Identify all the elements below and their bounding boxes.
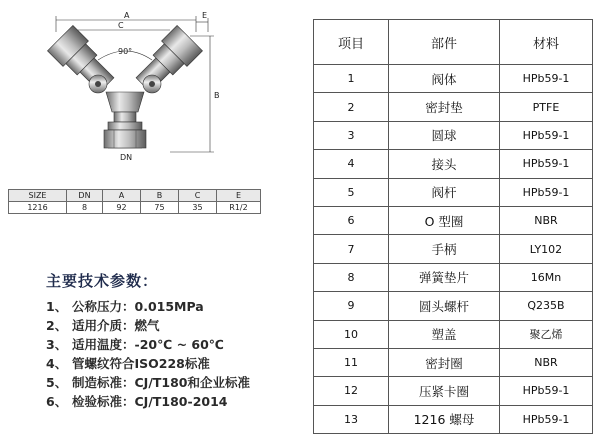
param-num: 3、 — [46, 337, 68, 352]
size-table — [8, 189, 261, 214]
size-table-cell: 75 — [141, 202, 179, 214]
part-number: 8 — [314, 263, 389, 291]
param-num: 5、 — [46, 375, 68, 390]
parts-table-row — [314, 263, 593, 291]
right-handle — [143, 75, 161, 93]
part-name: 手柄 — [389, 235, 500, 263]
part-number: 1 — [314, 65, 389, 93]
parts-table-row — [314, 235, 593, 263]
parts-table-header-row — [314, 20, 593, 65]
part-name: 弹簧垫片 — [389, 263, 500, 291]
parts-table-row — [314, 65, 593, 93]
part-material: NBR — [500, 348, 593, 376]
part-name: 1216 螺母 — [389, 405, 500, 433]
part-name: O 型圈 — [389, 206, 500, 234]
part-material: Q235B — [500, 292, 593, 320]
param-item — [46, 316, 286, 335]
parts-table-row — [314, 377, 593, 405]
size-table-header: C — [179, 190, 217, 202]
valve-drawing-svg — [10, 8, 260, 178]
parts-table-row — [314, 178, 593, 206]
dim-dn — [108, 148, 142, 162]
parts-table-row — [314, 292, 593, 320]
valve-body — [104, 92, 146, 148]
size-table-header: SIZE — [9, 190, 67, 202]
size-table-header: E — [217, 190, 261, 202]
part-material: HPb59-1 — [500, 150, 593, 178]
part-number: 2 — [314, 93, 389, 121]
param-item — [46, 392, 286, 411]
parts-table-row — [314, 150, 593, 178]
part-name: 阀体 — [389, 65, 500, 93]
param-text: 公称压力：0.015MPa — [72, 299, 204, 314]
param-text: 管螺纹符合ISO228标准 — [72, 356, 210, 371]
param-item — [46, 354, 286, 373]
dim-b-label: B — [214, 91, 220, 100]
size-table-header-row — [9, 190, 261, 202]
parts-table-row — [314, 405, 593, 433]
part-number: 6 — [314, 206, 389, 234]
size-table-header: A — [103, 190, 141, 202]
valve-drawing — [10, 8, 260, 178]
parts-header-name: 部件 — [389, 20, 500, 65]
param-num: 4、 — [46, 356, 68, 371]
part-name: 密封圈 — [389, 348, 500, 376]
part-name: 压紧卡圈 — [389, 377, 500, 405]
part-name: 接头 — [389, 150, 500, 178]
size-table-header: B — [141, 190, 179, 202]
param-text: 检验标准：CJ/T180-2014 — [72, 394, 228, 409]
part-name: 塑盖 — [389, 320, 500, 348]
size-table-cell: 92 — [103, 202, 141, 214]
param-item — [46, 297, 286, 316]
part-number: 9 — [314, 292, 389, 320]
param-item — [46, 373, 286, 392]
param-num: 1、 — [46, 299, 68, 314]
dim-a-label: A — [124, 11, 130, 20]
part-material: NBR — [500, 206, 593, 234]
part-number: 10 — [314, 320, 389, 348]
part-material: 聚乙烯 — [500, 320, 593, 348]
part-material: LY102 — [500, 235, 593, 263]
param-text: 适用介质：燃气 — [72, 318, 160, 333]
part-name: 密封垫 — [389, 93, 500, 121]
part-name: 阀杆 — [389, 178, 500, 206]
part-material: HPb59-1 — [500, 405, 593, 433]
part-material: 16Mn — [500, 263, 593, 291]
parts-table-row — [314, 320, 593, 348]
parts-header-no: 项目 — [314, 20, 389, 65]
part-number: 4 — [314, 150, 389, 178]
param-item — [46, 335, 286, 354]
size-table-header: DN — [67, 190, 103, 202]
parts-table-row — [314, 348, 593, 376]
parts-table-row — [314, 206, 593, 234]
params-title: 主要技术参数： — [46, 272, 159, 290]
part-material: HPb59-1 — [500, 65, 593, 93]
left-branch — [47, 25, 119, 97]
part-material: PTFE — [500, 93, 593, 121]
size-table-row — [9, 202, 261, 214]
parts-table — [313, 19, 593, 434]
part-name: 圆头螺杆 — [389, 292, 500, 320]
dim-dn-label: DN — [120, 153, 133, 162]
param-text: 制造标准：CJ/T180和企业标准 — [72, 375, 251, 390]
size-table-cell: 8 — [67, 202, 103, 214]
param-text: 适用温度：-20℃ ~ 60℃ — [72, 337, 224, 352]
left-handle — [89, 75, 107, 93]
part-number: 3 — [314, 121, 389, 149]
part-number: 11 — [314, 348, 389, 376]
size-table-cell: 1216 — [9, 202, 67, 214]
parts-table-row — [314, 93, 593, 121]
size-table-cell: 35 — [179, 202, 217, 214]
param-num: 2、 — [46, 318, 68, 333]
parts-header-material: 材料 — [500, 20, 593, 65]
part-number: 7 — [314, 235, 389, 263]
dim-angle-label: 90° — [118, 47, 133, 56]
param-num: 6、 — [46, 394, 68, 409]
part-number: 5 — [314, 178, 389, 206]
part-name: 圆球 — [389, 121, 500, 149]
dim-angle — [98, 47, 152, 60]
dim-c — [70, 21, 170, 30]
technical-params — [46, 270, 286, 411]
part-number: 12 — [314, 377, 389, 405]
dim-c-label: C — [118, 21, 124, 30]
part-number: 13 — [314, 405, 389, 433]
part-material: HPb59-1 — [500, 121, 593, 149]
size-table-cell: R1/2 — [217, 202, 261, 214]
dim-e-label: E — [202, 11, 208, 20]
part-material: HPb59-1 — [500, 377, 593, 405]
part-material: HPb59-1 — [500, 178, 593, 206]
parts-table-row — [314, 121, 593, 149]
dim-e — [196, 11, 208, 32]
